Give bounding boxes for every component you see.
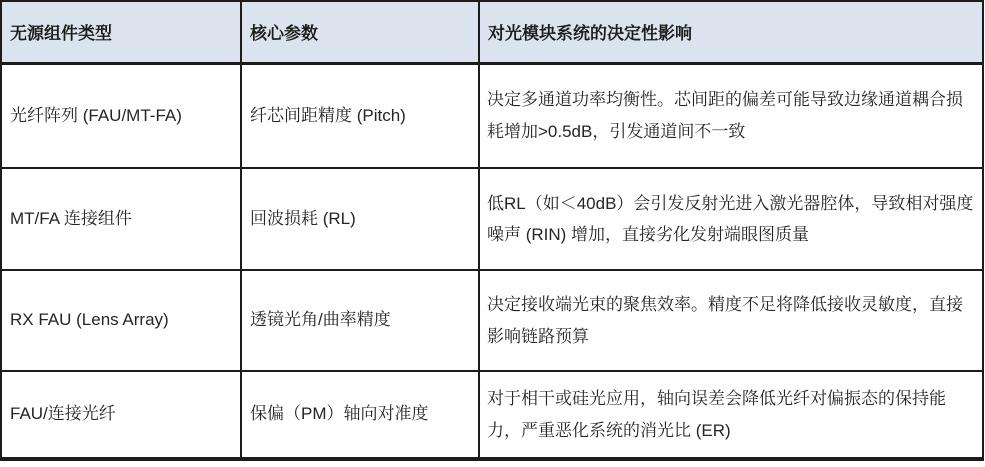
column-header-component-type: 无源组件类型: [1, 1, 241, 63]
cell-system-impact: 低RL（如＜40dB）会引发反射光进入激光器腔体，导致相对强度噪声 (RIN) 增加，直接劣化发射端眼图质量: [479, 168, 983, 270]
cell-core-parameter: 保偏（PM）轴向对准度: [241, 371, 479, 459]
table-header-row: [1, 1, 983, 63]
cell-component-type: RX FAU (Lens Array): [1, 270, 241, 371]
cell-component-type: MT/FA 连接组件: [1, 168, 241, 270]
table-row-fau-connecting-fiber: [1, 371, 983, 459]
cell-core-parameter: 回波损耗 (RL): [241, 168, 479, 270]
cell-component-type: 光纤阵列 (FAU/MT-FA): [1, 63, 241, 168]
cell-system-impact: 决定接收端光束的聚焦效率。精度不足将降低接收灵敏度，直接影响链路预算: [479, 270, 983, 371]
cell-system-impact: 决定多通道功率均衡性。芯间距的偏差可能导致边缘通道耦合损耗增加>0.5dB，引发通道间不一致: [479, 63, 983, 168]
table-row-mt-fa-connector: [1, 168, 983, 270]
table-row-fiber-array: [1, 63, 983, 168]
cell-component-type: FAU/连接光纤: [1, 371, 241, 459]
table-row-rx-fau: [1, 270, 983, 371]
cell-core-parameter: 透镜光角/曲率精度: [241, 270, 479, 371]
cell-system-impact: 对于相干或硅光应用，轴向误差会降低光纤对偏振态的保持能力，严重恶化系统的消光比 (ER): [479, 371, 983, 459]
cell-core-parameter: 纤芯间距精度 (Pitch): [241, 63, 479, 168]
column-header-core-parameter: 核心参数: [241, 1, 479, 63]
column-header-system-impact: 对光模块系统的决定性影响: [479, 1, 983, 63]
